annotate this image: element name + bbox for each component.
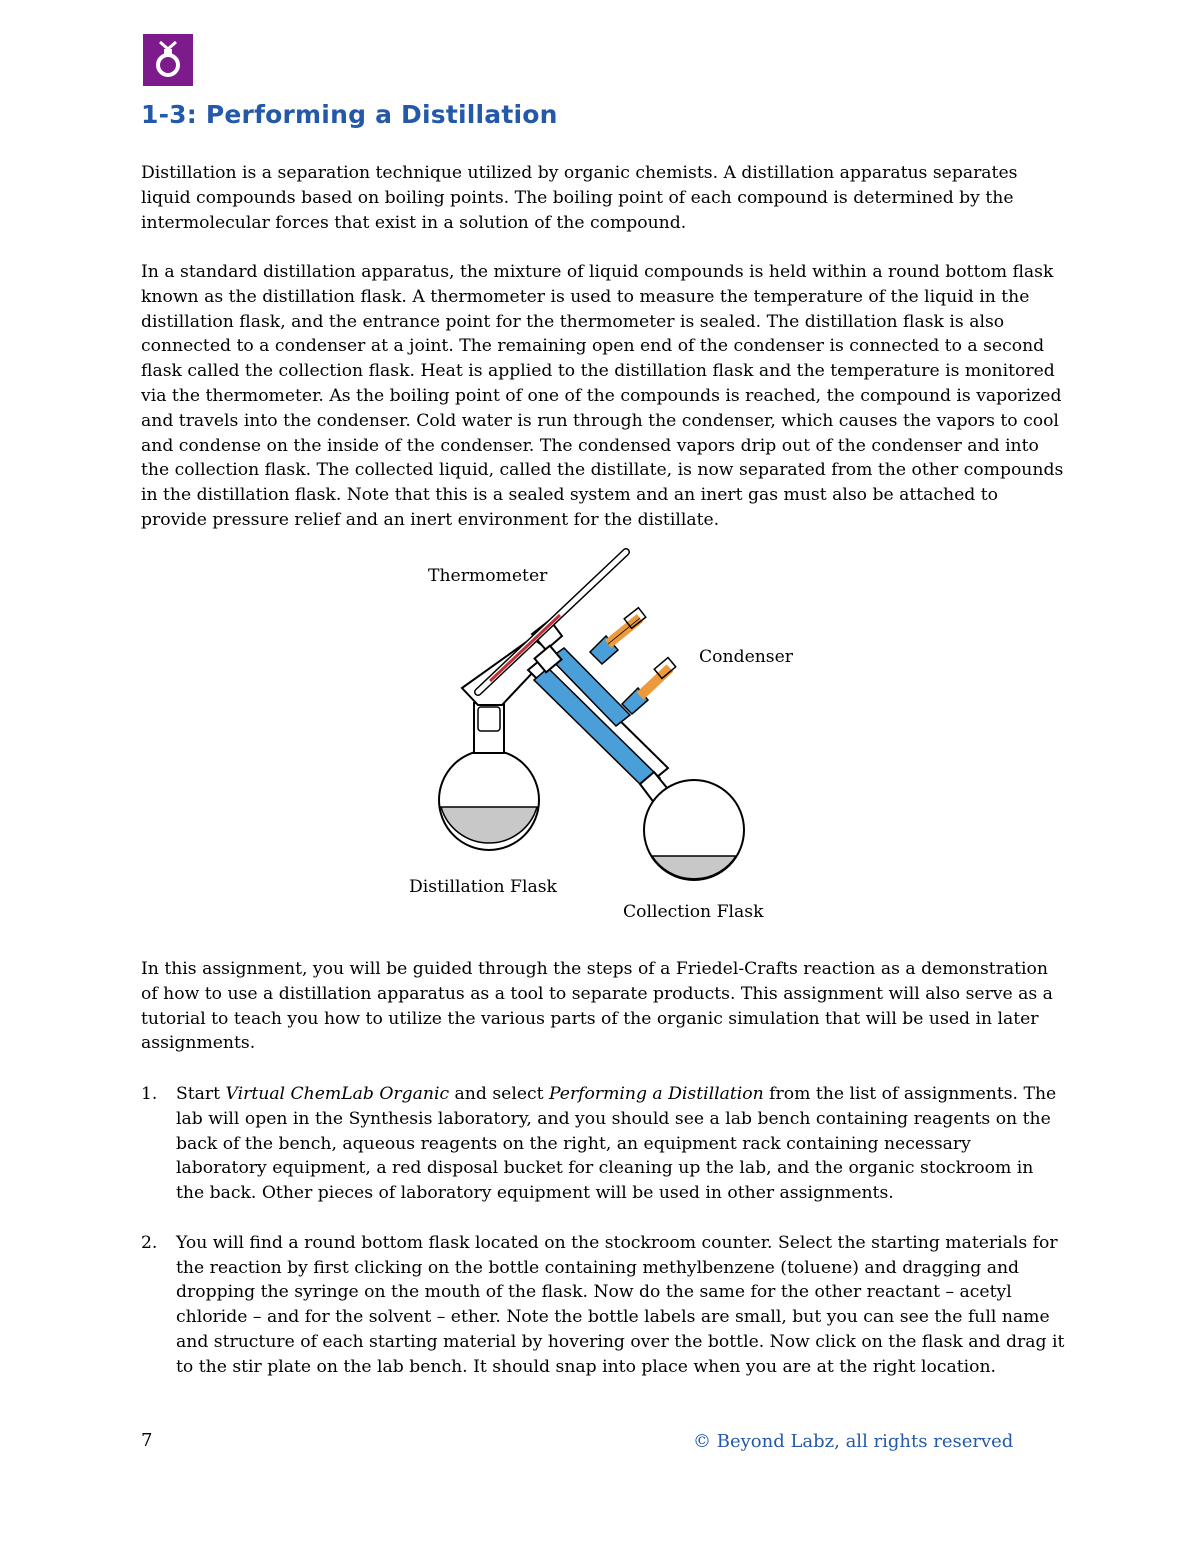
page-number: 7	[141, 1430, 153, 1451]
collection-flask-shape	[640, 772, 744, 880]
distillation-diagram	[400, 540, 820, 940]
page-title: 1-3: Performing a Distillation	[141, 100, 558, 129]
intro-paragraph: Distillation is a separation technique utilized by organic chemists. A distillation apparatus separates liquid compounds based on boiling points. The boiling point of each compound is determined by the intermolecular forces that exist in a solution of the compound.	[141, 163, 1018, 233]
step-number: 1.	[141, 1084, 158, 1104]
distillation-flask-shape	[439, 703, 539, 850]
step-number: 2.	[141, 1232, 158, 1253]
steps-list	[141, 1082, 1066, 1380]
distillation-flask-label: Distillation Flask	[409, 877, 557, 897]
copyright-notice: © Beyond Labz, all rights reserved	[693, 1431, 1014, 1452]
condenser-label: Condenser	[699, 647, 794, 667]
apparatus-paragraph: In a standard distillation apparatus, the mixture of liquid compounds is held within a round bottom flask known as the distillation flask. A thermometer is used to measure the temperature of the liquid in the distillation flask, and the entrance point for the thermometer is sealed. The distillation flask is also connected to a condenser at a joint. The remaining open end of the condenser is connected to a second flask called the collection flask. Heat is applied to the distillation flask and the temperature is monitored via the thermometer. As the boiling point of one of the compounds is reached, the compound is vaporized and travels into the condenser. Cold water is run through the condenser, which causes the vapors to cool and condense on the inside of the condenser. The condensed vapors drip out of the condenser and into the collection flask. The collected liquid, called the distillate, is now separated from the other compounds in the distillation flask. Note that this is a sealed system and an inert gas must also be attached to provide pressure relief and an inert environment for the distillate.	[141, 262, 1064, 530]
list-item: 2. You will find a round bottom flask located on the stockroom counter. Select the starting materials for the reaction by first clicking on the bottle containing methylbenzene (toluene) and dragging and dropping the syringe on the mouth of the flask. Now do the same for the other reactant – acetyl chloride – and for the solvent – ether. Note the bottle labels are small, but you can see the full name and structure of each starting material by hovering over the bottle. Now click on the flask and drag it to the stir plate on the lab bench. It should snap into place when you are at the right location.	[141, 1232, 1065, 1377]
flask-logo-icon	[143, 34, 193, 86]
assignment-paragraph: In this assignment, you will be guided through the steps of a Friedel-Crafts reaction as a demonstration of how to use a distillation apparatus as a tool to separate products. This assignment will also serve as a tutorial to teach you how to utilize the various parts of the organic simulation that will be used in later assignments.	[141, 959, 1053, 1054]
collection-flask-label: Collection Flask	[623, 902, 764, 922]
list-item: 1. Start Virtual ChemLab Organic and select Performing a Distillation from the list of assignments. The lab will open in the Synthesis laboratory, and you should see a lab bench containing reagents on the back of the bench, aqueous reagents on the right, an equipment rack containing necessary laboratory equipment, a red disposal bucket for cleaning up the lab, and the organic stockroom in the back. Other pieces of laboratory equipment will be used in other assignments.	[141, 1084, 1057, 1204]
thermometer-label: Thermometer	[428, 566, 548, 586]
assignment-name: Performing a Distillation	[549, 1084, 764, 1104]
software-name: Virtual ChemLab Organic	[225, 1084, 450, 1104]
